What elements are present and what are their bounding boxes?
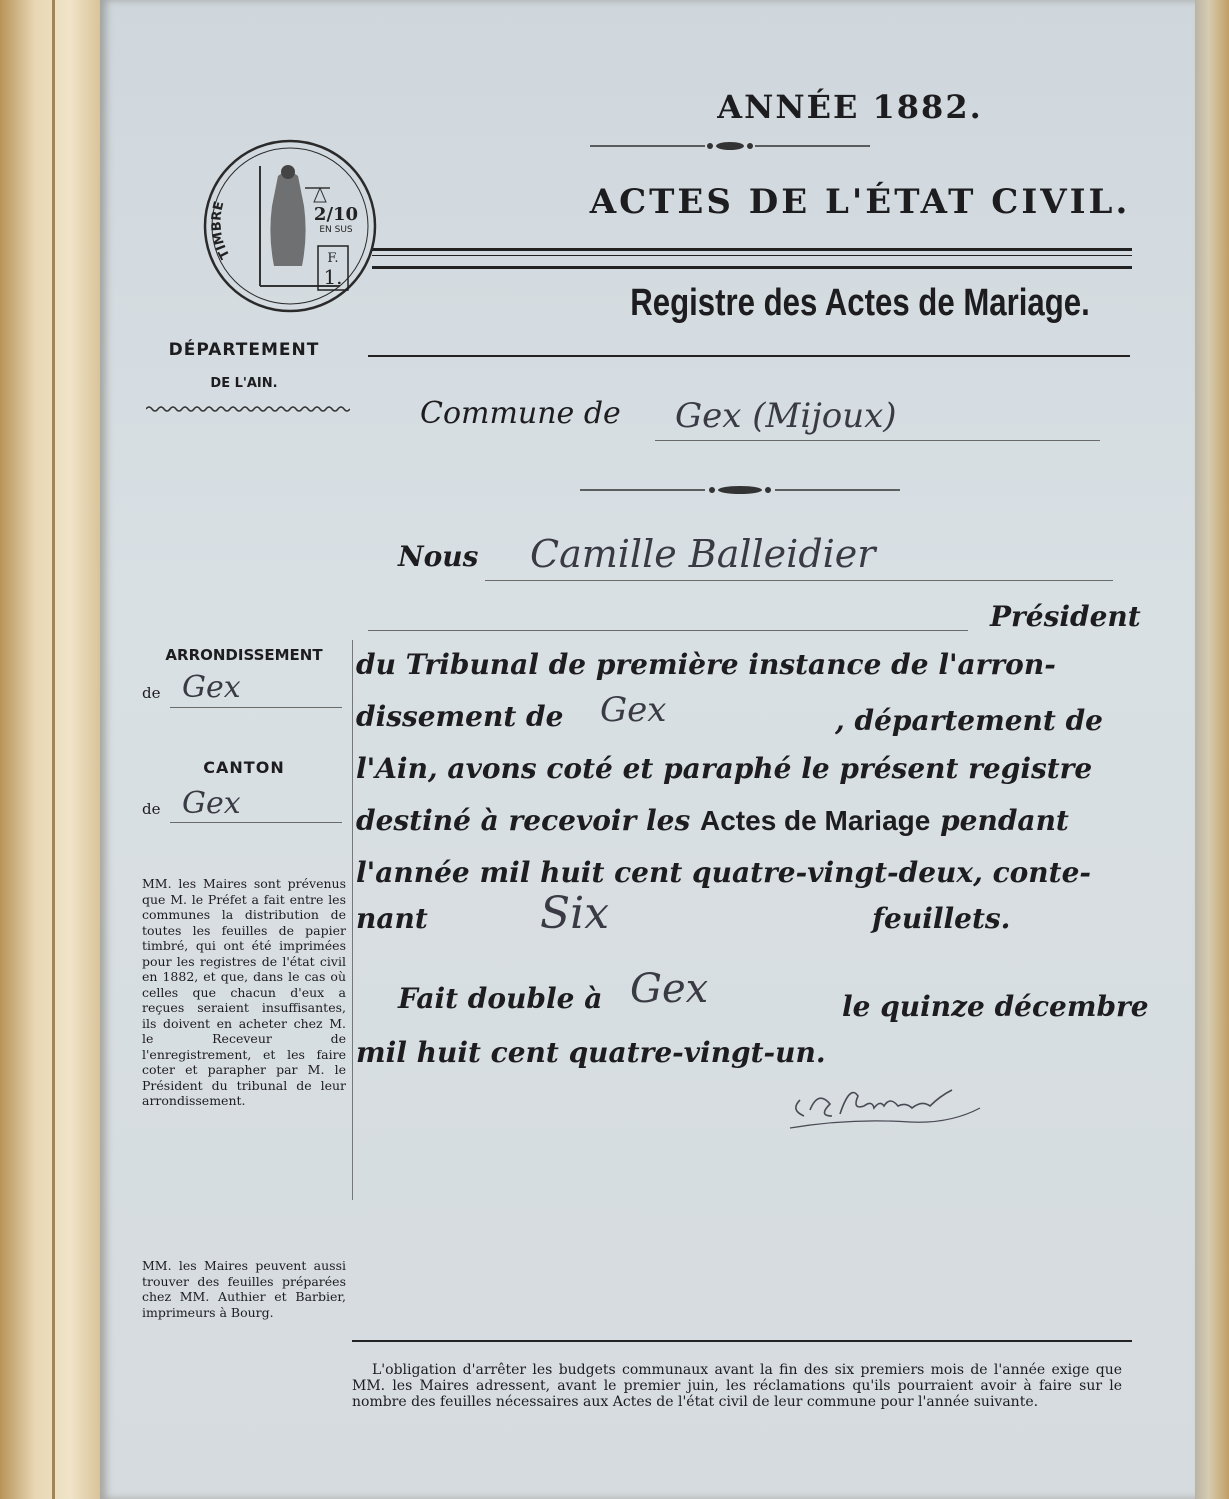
header-ornament (590, 138, 870, 154)
body-line-4b: Actes de Mariage (700, 805, 931, 836)
nous-line (485, 580, 1113, 581)
svg-text:TIMBRE (209, 200, 233, 261)
page-stack-edge (1195, 0, 1229, 1499)
department-heading: DÉPARTEMENT (168, 340, 320, 360)
body-line-7b: le quinze décembre (842, 990, 1149, 1023)
left-facing-page (0, 0, 100, 1499)
nous-label: Nous (398, 540, 479, 573)
footer-note: L'obligation d'arrêter les budgets communaux avant la fin des six premiers mois de l'année exige que MM. les Maires adressent, avant le premier juin, les réclamations qu'ils pourraient avoir à faire sur le nombre des feuilles nécessaires aux Actes de l'état civil de leur commune pour l'année suivante. (352, 1362, 1122, 1410)
arrondissement-value: Gex (182, 670, 241, 705)
body-line-5: l'année mil huit cent quatre-vingt-deux, conte- (356, 856, 1092, 889)
sidebar-note-paper: MM. les Maires sont prévenus que M. le Préfet a fait entre les communes la distribution de toutes les feuilles de papier timbré, qui ont été imprimées pour les registres de l'état civil en 1882, et que, dans le cas où celles que chacun d'eux a reçues seraient insuffisantes, ils doivent en acheter chez M. le Receveur de l'enregistrement, et les faire coter et parapher par M. le Président du tribunal de leur arrondissement. (142, 876, 346, 1108)
president-name: Camille Balleidier (530, 532, 876, 576)
arrondissement-line (170, 707, 342, 708)
stamp-suffix: EN SUS (319, 225, 353, 235)
canton-line (170, 822, 342, 823)
canton-heading: CANTON (203, 758, 285, 777)
stamp-amount: 2/10 (313, 204, 359, 225)
place-filled: Gex (630, 966, 709, 1012)
commune-value: Gex (Mijoux) (675, 396, 897, 436)
body-line-4 (356, 804, 1069, 837)
register-title: Registre des Actes de Mariage. (630, 282, 1090, 324)
year-heading: ANNÉE 1882. (717, 88, 983, 126)
body-line-4a: destiné à recevoir les (356, 804, 691, 837)
stamp-code-bottom: 1. (323, 265, 343, 289)
tax-stamp (200, 136, 380, 316)
arrondissement-filled: Gex (600, 690, 667, 730)
binding-edge (52, 0, 55, 1499)
body-line-2a: dissement de (356, 700, 564, 733)
body-line-1: du Tribunal de première instance de l'arron- (356, 648, 1056, 681)
wavy-rule (146, 405, 350, 413)
president-word: Président (990, 600, 1141, 633)
commune-label: Commune de (420, 396, 621, 431)
title-line (368, 630, 968, 631)
canton-value: Gex (182, 786, 241, 821)
signature (780, 1070, 1010, 1140)
sidebar-divider (352, 640, 353, 1200)
body-line-2b: , département de (835, 704, 1103, 737)
department-name: DE L'AIN. (210, 376, 278, 391)
body-line-3: l'Ain, avons coté et paraphé le présent registre (356, 752, 1093, 785)
sheet-count: Six (540, 888, 610, 939)
heading-rule-thin (372, 255, 1132, 256)
commune-line (655, 440, 1100, 441)
canton-prefix: de (142, 800, 161, 818)
commune-ornament (580, 482, 900, 498)
register-rule (368, 355, 1130, 357)
body-line-4c: pendant (940, 804, 1069, 837)
footer-rule (352, 1340, 1132, 1342)
stamp-word: TIMBRE (209, 199, 234, 262)
sidebar-note-printers: MM. les Maires peuvent aussi trouver des feuilles préparées chez MM. Authier et Barbier, imprimeurs à Bourg. (142, 1258, 346, 1320)
heading-rule-thick-2 (372, 266, 1132, 269)
register-page (100, 0, 1195, 1499)
body-line-7a: Fait double à (398, 982, 603, 1015)
arrondissement-prefix: de (142, 684, 161, 702)
body-line-8: mil huit cent quatre-vingt-un. (356, 1036, 826, 1069)
stamp-code-top: F. (327, 251, 339, 266)
arrondissement-heading: ARRONDISSEMENT (165, 646, 323, 664)
heading-rule-thick (372, 248, 1132, 251)
body-line-6a: nant (356, 902, 428, 935)
body-line-6b: feuillets. (872, 902, 1011, 935)
civil-status-title: ACTES DE L'ÉTAT CIVIL. (589, 182, 1131, 222)
